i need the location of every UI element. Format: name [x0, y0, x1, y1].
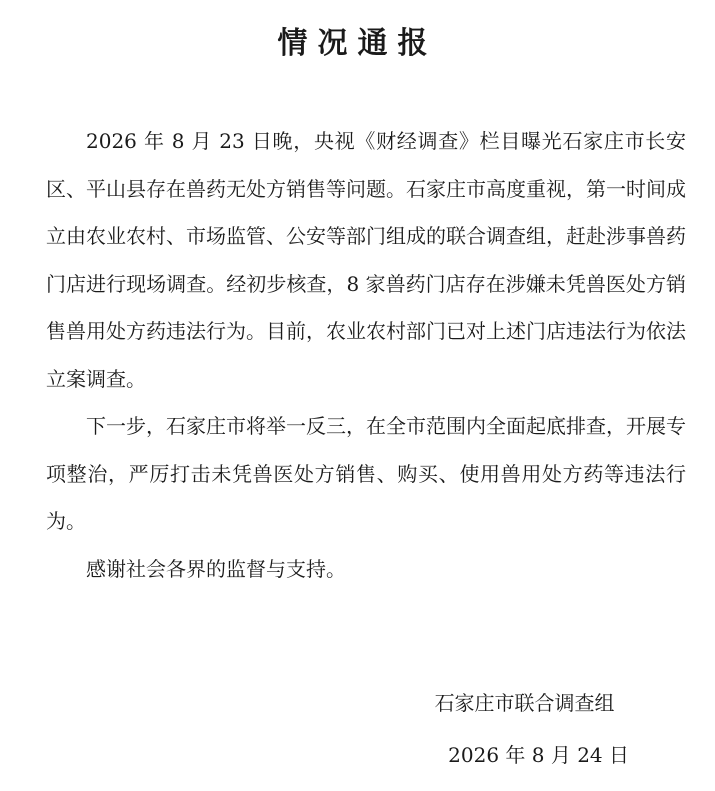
document-body	[46, 118, 686, 593]
paragraph-next-steps: 下一步，石家庄市将举一反三，在全市范围内全面起底排查，开展专项整治，严厉打击未凭兽医处方销售、购买、使用兽用处方药等违法行为。	[46, 414, 686, 533]
signature-date: 2026 年 8 月 24 日	[448, 743, 629, 767]
paragraph-thanks: 感谢社会各界的监督与支持。	[86, 556, 346, 581]
signature-block	[420, 677, 629, 781]
document-title: 情况通报	[277, 26, 438, 61]
paragraph-incident: 2026 年 8 月 23 日晚，央视《财经调查》栏目曝光石家庄市长安区、平山县存在兽药无处方销售等问题。石家庄市高度重视，第一时间成立由农业农村、市场监管、公安等部门组成的联合调查组，赶赴涉事兽药门店进行现场调查。经初步核查，8 家兽药门店存在涉嫌未凭兽医处方销售兽用处方药违法行为。目前，农业农村部门已对上述门店违法行为依法立案调查。	[46, 129, 686, 391]
signature-organization: 石家庄市联合调查组	[434, 691, 615, 715]
